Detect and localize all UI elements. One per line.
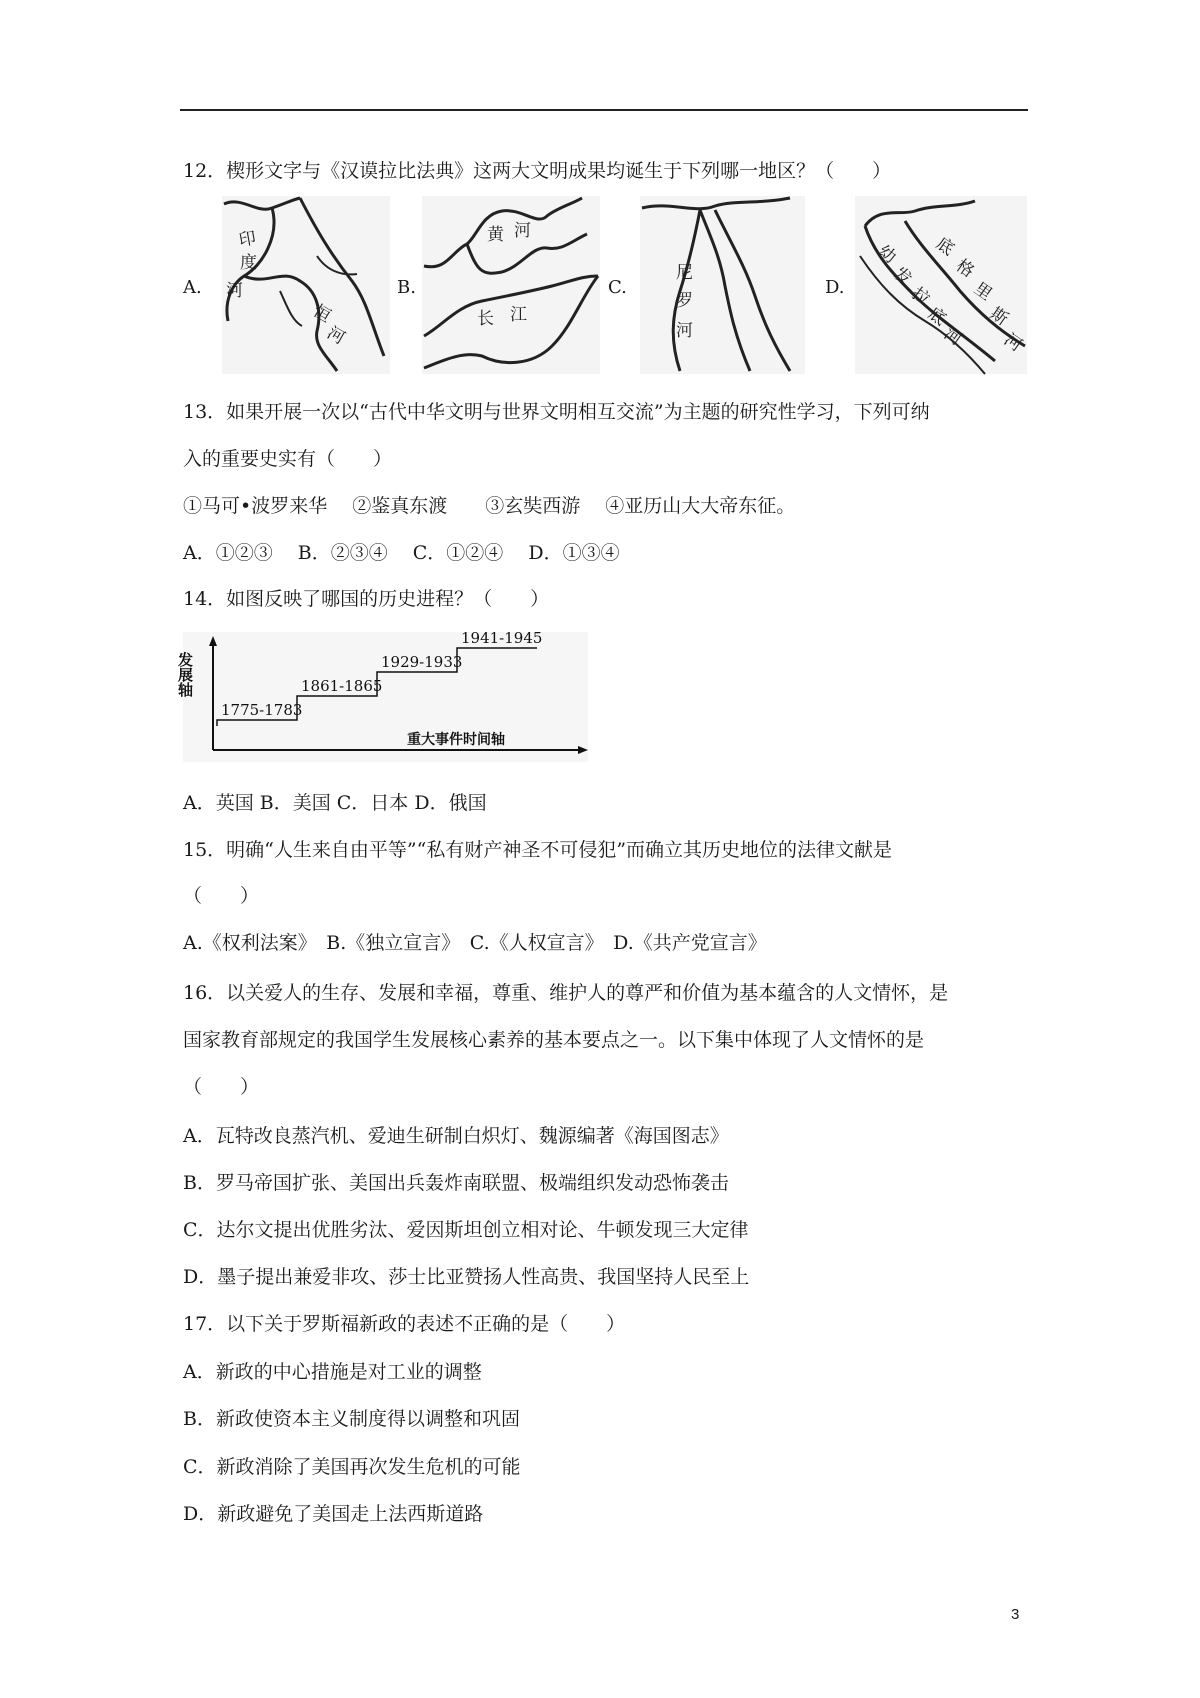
q12-map-indus-ganges: [222, 196, 390, 374]
chart-step-label-3: 1929-1933: [381, 653, 463, 671]
q14-step-chart: [176, 629, 588, 762]
q14-stem: 14．如图反映了哪国的历史进程？（ ）: [183, 588, 550, 610]
map-c-label-1: 尼: [676, 263, 693, 283]
map-b-label-4: 江: [510, 305, 527, 325]
map-b-label-3: 长: [477, 309, 494, 329]
header-rule: [180, 109, 1028, 111]
q17-stem: 17．以下关于罗斯福新政的表述不正确的是（ ）: [183, 1313, 626, 1335]
map-a-label-3: 河: [226, 281, 243, 301]
q12-option-d-label: D.: [825, 277, 845, 298]
q15-paren: （ ）: [183, 885, 260, 907]
q12-option-c-label: C.: [608, 277, 627, 298]
q12-map-yellow-yangtze: [422, 196, 600, 374]
chart-step-label-2: 1861-1865: [301, 677, 383, 695]
q14-options: A．英国 B．美国 C．日本 D．俄国: [183, 792, 487, 814]
map-d-label-5: 河: [1000, 329, 1026, 356]
map-a-label-2: 度: [240, 253, 257, 273]
map-b-label-2: 河: [514, 221, 531, 241]
q12-map-tigris-euphrates: [855, 196, 1027, 374]
map-d-label-4: 斯: [986, 303, 1012, 330]
map-b-label-1: 黄: [487, 225, 504, 245]
map-a-label-1: 印: [237, 228, 258, 251]
map-a-label-4: 恒: [309, 301, 335, 327]
q17-option-d: D．新政避免了美国走上法西斯道路: [183, 1503, 484, 1525]
q13-items: ①马可•波罗来华 ②鉴真东渡 ③玄奘西游 ④亚历山大大帝东征。: [183, 495, 796, 517]
chart-step-label-1: 1775-1783: [221, 701, 303, 719]
chart-step-label-4: 1941-1945: [461, 629, 543, 647]
q12-option-b-label: B.: [397, 277, 416, 298]
map-d-label-9: 底: [924, 303, 950, 330]
q12-stem: 12．楔形文字与《汉谟拉比法典》这两大文明成果均诞生于下列哪一地区？（ ）: [183, 160, 892, 182]
q13-options: A．①②③ B．②③④ C．①②④ D．①③④: [183, 542, 620, 564]
q13-stem-line2: 入的重要史实有（ ）: [183, 448, 393, 470]
q16-option-d: D．墨子提出兼爱非攻、莎士比亚赞扬人性高贵、我国坚持人民至上: [183, 1266, 750, 1288]
q15-stem: 15．明确“人生来自由平等”“私有财产神圣不可侵犯”而确立其历史地位的法律文献是: [183, 839, 893, 861]
map-d-label-6: 幼: [874, 241, 900, 268]
map-d-label-1: 底: [932, 233, 958, 260]
map-c-label-2: 罗: [676, 291, 693, 311]
chart-ylabel-1: 发展轴: [176, 652, 194, 697]
q16-option-b: B．罗马帝国扩张、美国出兵轰炸南联盟、极端组织发动恐怖袭击: [183, 1172, 729, 1194]
map-d-label-3: 里: [970, 278, 996, 305]
map-a-label-5: 河: [323, 323, 349, 349]
map-d-label-2: 格: [952, 255, 978, 282]
q16-option-a: A．瓦特改良蒸汽机、爱迪生研制白炽灯、魏源编著《海国图志》: [183, 1125, 729, 1147]
map-d-label-7: 发: [890, 263, 916, 290]
q16-paren: （ ）: [183, 1076, 260, 1098]
q17-option-b: B．新政使资本主义制度得以调整和巩固: [183, 1408, 520, 1430]
q12-map-nile: [640, 196, 805, 374]
chart-xlabel: 重大事件时间轴: [407, 732, 505, 748]
q16-option-c: C．达尔文提出优胜劣汰、爱因斯坦创立相对论、牛顿发现三大定律: [183, 1219, 749, 1241]
q16-stem-line2: 国家教育部规定的我国学生发展核心素养的基本要点之一。以下集中体现了人文情怀的是: [183, 1029, 925, 1051]
page-number: 3: [1011, 1606, 1020, 1623]
q17-option-c: C．新政消除了美国再次发生危机的可能: [183, 1456, 521, 1478]
map-d-label-10: 河: [940, 323, 966, 350]
map-d-label-8: 拉: [908, 283, 934, 310]
q16-stem-line1: 16．以关爱人的生存、发展和幸福，尊重、维护人的尊严和价值为基本蕴含的人文情怀，是: [183, 982, 949, 1004]
q13-stem-line1: 13．如果开展一次以“古代中华文明与世界文明相互交流”为主题的研究性学习，下列可纳: [183, 401, 930, 423]
q17-option-a: A．新政的中心措施是对工业的调整: [183, 1361, 482, 1383]
map-c-label-3: 河: [676, 321, 693, 341]
q12-option-a-label: A.: [183, 277, 202, 298]
q15-options: A.《权利法案》 B.《独立宣言》 C.《人权宣言》 D.《共产党宣言》: [183, 932, 767, 954]
